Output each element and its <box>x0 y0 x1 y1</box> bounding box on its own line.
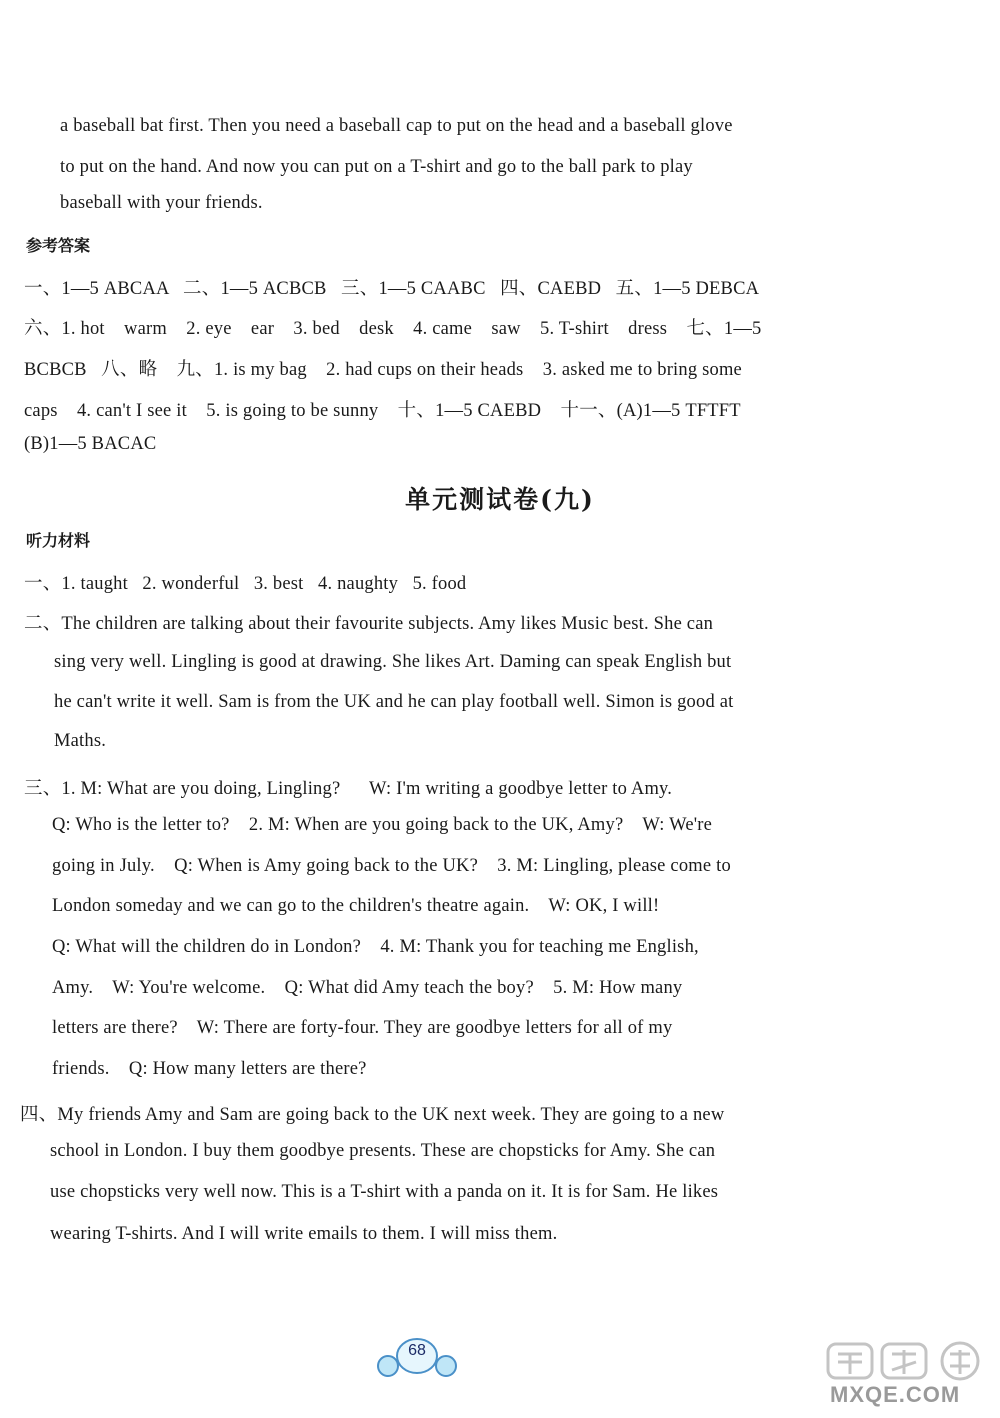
watermark-logo-icon <box>822 1340 992 1382</box>
listening-line: Q: Who is the letter to? 2. M: When are you going back to the UK, Amy? W: We're <box>52 815 713 835</box>
listening-line: 一、1. taught 2. wonderful 3. best 4. naughty 5. food <box>24 574 467 594</box>
listening-line: he can't write it well. Sam is from the UK and he can play football well. Simon is good at <box>54 692 734 712</box>
listening-line: Q: What will the children do in London? 4. M: Thank you for teaching me English, <box>52 937 699 957</box>
listening-line: going in July. Q: When is Amy going back to the UK? 3. M: Lingling, please come to <box>52 856 731 876</box>
answers-heading: 参考答案 <box>26 236 91 255</box>
listening-line: friends. Q: How many letters are there? <box>52 1059 367 1079</box>
listening-line: Amy. W: You're welcome. Q: What did Amy teach the boy? 5. M: How many <box>52 978 683 998</box>
intro-line: baseball with your friends. <box>60 193 263 213</box>
intro-line: a baseball bat first. Then you need a baseball cap to put on the head and a baseball glove <box>60 116 733 136</box>
listening-line: 三、1. M: What are you doing, Lingling? W: I'm writing a goodbye letter to Amy. <box>24 779 673 799</box>
listening-line: use chopsticks very well now. This is a T-shirt with a panda on it. It is for Sam. He likes <box>50 1182 719 1202</box>
page-number-badge <box>374 1336 460 1382</box>
listening-line: Maths. <box>54 731 107 751</box>
answer-line: caps 4. can't I see it 5. is going to be sunny 十、1—5 CAEBD 十一、(A)1—5 TFTFT <box>24 401 741 421</box>
answer-line: 一、1—5 ABCAA 二、1—5 ACBCB 三、1—5 CAABC 四、CAEBD 五、1—5 DEBCA <box>24 279 760 299</box>
listening-line: 四、My friends Amy and Sam are going back to the UK next week. They are going to a new <box>20 1105 725 1125</box>
unit-title: 单元测试卷(九) <box>405 485 595 514</box>
answer-line: (B)1—5 BACAC <box>24 434 157 454</box>
answer-line: BCBCB 八、略 九、1. is my bag 2. had cups on their heads 3. asked me to bring some <box>24 360 742 380</box>
watermark <box>822 1340 992 1412</box>
listening-line: London someday and we can go to the children's theatre again. W: OK, I will! <box>52 896 660 916</box>
watermark-text: MXQE.COM <box>830 1382 961 1407</box>
listening-line: 二、The children are talking about their favourite subjects. Amy likes Music best. She can <box>24 614 714 634</box>
intro-line: to put on the hand. And now you can put on a T-shirt and go to the ball park to play <box>60 157 693 177</box>
listening-heading: 听力材料 <box>26 531 91 550</box>
listening-line: school in London. I buy them goodbye presents. These are chopsticks for Amy. She can <box>50 1141 716 1161</box>
listening-line: letters are there? W: There are forty-four. They are goodbye letters for all of my <box>52 1018 673 1038</box>
listening-line: sing very well. Lingling is good at drawing. She likes Art. Daming can speak English but <box>54 652 732 672</box>
answer-line: 六、1. hot warm 2. eye ear 3. bed desk 4. came saw 5. T-shirt dress 七、1—5 <box>24 319 762 339</box>
page-number: 68 <box>408 1342 426 1359</box>
listening-line: wearing T-shirts. And I will write emails to them. I will miss them. <box>50 1224 558 1244</box>
